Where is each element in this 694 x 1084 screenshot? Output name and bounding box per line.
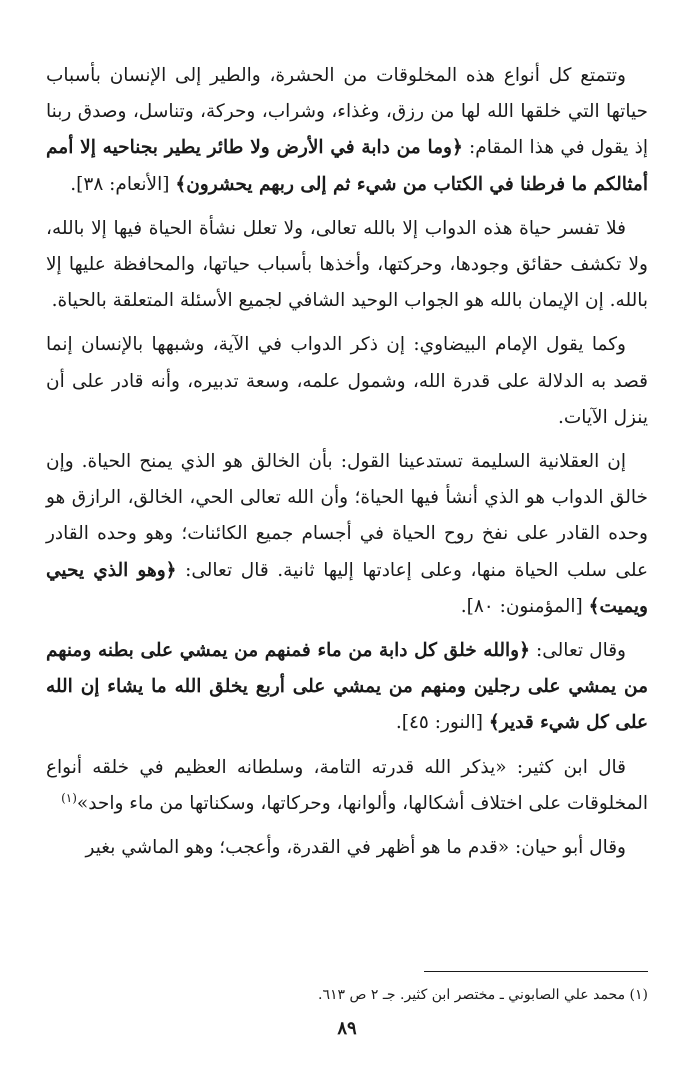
quran-quote: ﴿والله خلق كل دابة من ماء فمنهم من يمشي على بطنه ومنهم من يمشي على رجلين ومنهم من يمشي على أربع يخلق الله ما يشاء إن الله على كل شيء قدير﴾	[46, 640, 648, 734]
verse-reference: [المؤمنون: ٨٠].	[460, 595, 589, 617]
paragraph-text: فلا تفسر حياة هذه الدواب إلا بالله تعالى، ولا تعلل نشأة الحياة فيها إلا بالله، ولا تكشف حقائق وجودها، وحركتها، وأخذها بأسباب حياتها، والمحافظة عليها إلا بالله. إن الإيمان بالله هو الجواب الوحيد الشافي لجميع الأسئلة المتعلقة بالحياة.	[46, 217, 648, 312]
paragraph-7	[46, 830, 648, 866]
verse-reference: [النور: ٤٥].	[395, 712, 489, 734]
paragraph-1	[46, 58, 648, 203]
main-text	[46, 58, 648, 874]
paragraph-4	[46, 444, 648, 625]
paragraph-text: وقال تعالى:	[529, 640, 626, 662]
footnote: (١) محمد علي الصابوني ـ مختصر ابن كثير. جـ ٢ ص ٦١٣.	[318, 987, 648, 1003]
paragraph-6	[46, 750, 648, 822]
paragraph-5	[46, 633, 648, 742]
paragraph-text: وكما يقول الإمام البيضاوي: إن ذكر الدواب في الآية، وشبهها بالإنسان إنما قصد به الدلالة على قدرة الله، وشمول علمه، وسعة تدبيره، وأنه قادر على أن ينزل الآيات.	[46, 334, 648, 428]
quran-quote: ﴿وهو الذي يحيي ويميت﴾	[46, 559, 648, 617]
paragraph-text: قال ابن كثير: «يذكر الله قدرته التامة، وسلطانه العظيم في خلقه أنواع المخلوقات على اختلاف أشكالها، وألوانها، وحركاتها، وسكناتها من ماء واحد»	[46, 756, 648, 814]
page-number: ٨٩	[337, 1018, 357, 1039]
footnote-marker[interactable]: (١)	[61, 790, 77, 805]
paragraph-3	[46, 327, 648, 436]
paragraph-text: إن العقلانية السليمة تستدعينا القول: بأن الخالق هو الذي يمنح الحياة. وإن خالق الدواب هو الذي أنشأ فيها الحياة؛ وأن الله تعالى الحي، الخالق، الرازق هو وحده القادر على نفخ روح الحياة في أجسام جميع الكائنات؛ وهو وحده القادر على سلب الحياة منها، وعلى إعادتها إليها ثانية. قال تعالى:	[46, 451, 648, 581]
paragraph-text: وتتمتع كل أنواع هذه المخلوقات من الحشرة، والطير إلى الإنسان بأسباب حياتها التي خلقها الله لها من رزق، وغذاء، وشراب، وحركة، وتناسل، وصدق ربنا إذ يقول في هذا المقام:	[46, 65, 648, 159]
paragraph-text: وقال أبو حيان: «قدم ما هو أظهر في القدرة، وأعجب؛ وهو الماشي بغير	[85, 837, 626, 859]
quran-quote: ﴿وما من دابة في الأرض ولا طائر يطير بجناحيه إلا أمم أمثالكم ما فرطنا في الكتاب من شيء ثم إلى ربهم يحشرون﴾	[46, 137, 648, 195]
verse-reference: [الأنعام: ٣٨].	[70, 173, 176, 195]
paragraph-2	[46, 211, 648, 320]
footnote-divider	[424, 971, 648, 972]
